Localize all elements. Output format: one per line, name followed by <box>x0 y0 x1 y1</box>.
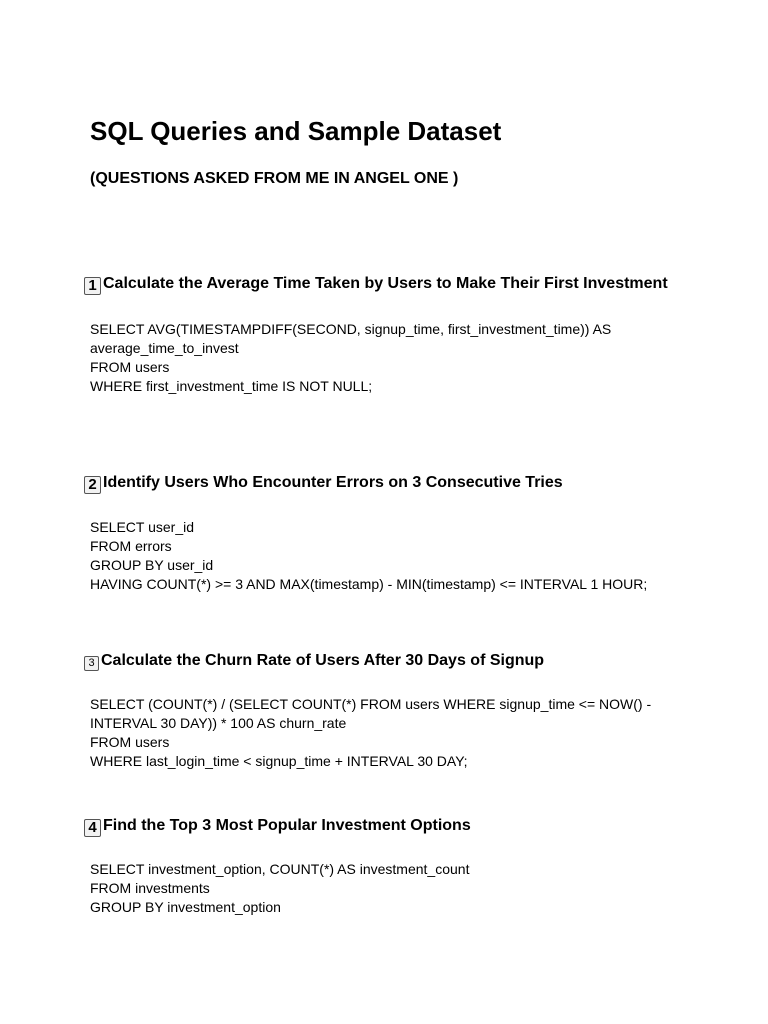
sql-line: FROM users <box>90 359 170 375</box>
number-badge: 1 <box>84 277 101 295</box>
number-badge: 2 <box>84 476 101 494</box>
question-section-1 <box>84 273 694 396</box>
sql-line: average_time_to_invest <box>90 340 239 356</box>
sql-query-block <box>84 695 694 771</box>
question-title: Calculate the Average Time Taken by Users to Make Their First Investment <box>103 275 668 292</box>
sql-line: HAVING COUNT(*) >= 3 AND MAX(timestamp) - MIN(timestamp) <= INTERVAL 1 HOUR; <box>90 576 648 592</box>
page-subtitle: (QUESTIONS ASKED FROM ME IN ANGEL ONE ) <box>90 170 459 187</box>
sql-line: INTERVAL 30 DAY)) * 100 AS churn_rate <box>90 715 347 731</box>
sql-line: SELECT (COUNT(*) / (SELECT COUNT(*) FROM users WHERE signup_time <= NOW() - <box>90 696 652 712</box>
sql-query-block <box>84 518 694 594</box>
sql-line: GROUP BY investment_option <box>90 899 281 915</box>
number-badge: 3 <box>84 656 99 671</box>
sql-query-block <box>84 860 694 917</box>
question-heading <box>84 273 694 295</box>
question-heading <box>84 472 694 494</box>
sql-line: FROM investments <box>90 880 210 896</box>
question-section-2 <box>84 472 694 594</box>
question-section-3 <box>84 650 694 771</box>
question-title: Identify Users Who Encounter Errors on 3 Consecutive Tries <box>103 474 563 491</box>
page-title: SQL Queries and Sample Dataset <box>90 116 502 146</box>
question-title: Find the Top 3 Most Popular Investment Options <box>103 817 471 834</box>
sql-query-block <box>84 320 694 396</box>
sql-line: WHERE first_investment_time IS NOT NULL; <box>90 378 373 394</box>
sql-line: FROM errors <box>90 538 172 554</box>
sql-line: FROM users <box>90 734 170 750</box>
question-title: Calculate the Churn Rate of Users After 30 Days of Signup <box>101 652 545 669</box>
question-heading <box>84 815 694 837</box>
sql-line: GROUP BY user_id <box>90 557 214 573</box>
sql-line: SELECT user_id <box>90 519 195 535</box>
question-heading <box>84 650 694 672</box>
number-badge: 4 <box>84 819 101 837</box>
sql-line: SELECT investment_option, COUNT(*) AS investment_count <box>90 861 470 877</box>
question-section-4 <box>84 815 694 917</box>
sql-line: WHERE last_login_time < signup_time + INTERVAL 30 DAY; <box>90 753 468 769</box>
sql-line: SELECT AVG(TIMESTAMPDIFF(SECOND, signup_time, first_investment_time)) AS <box>90 321 612 337</box>
